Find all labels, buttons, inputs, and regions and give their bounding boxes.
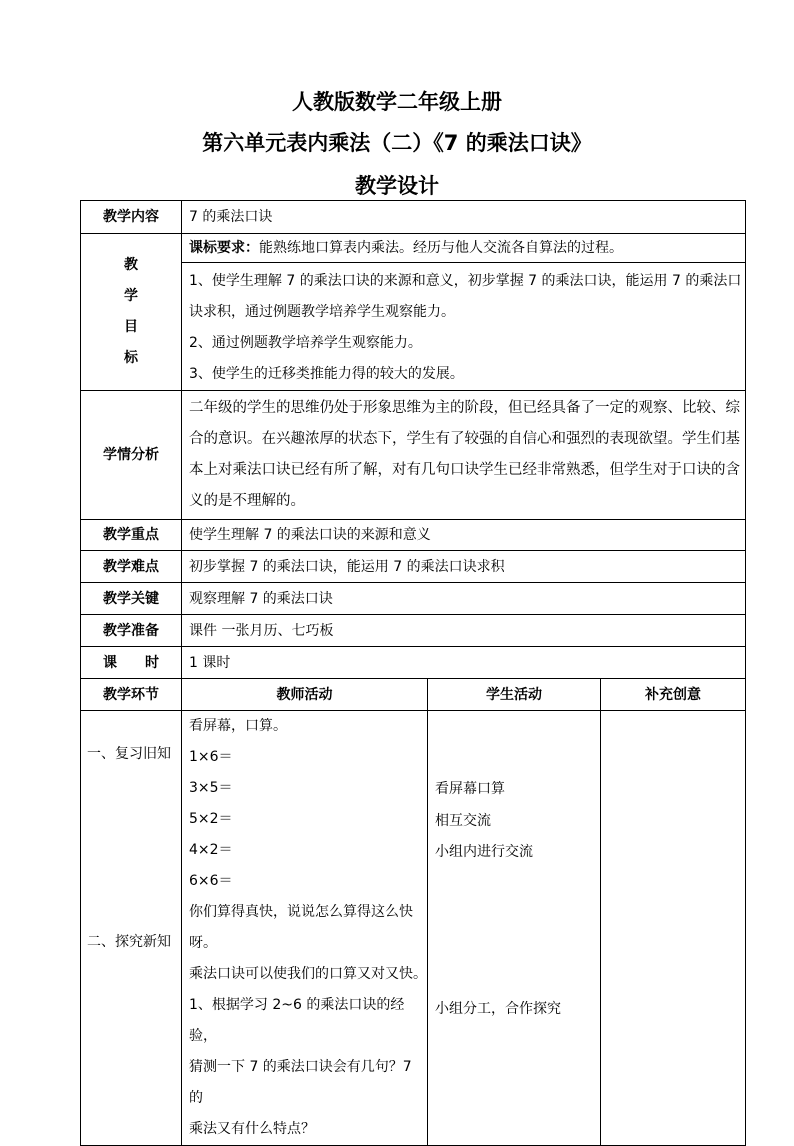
row-difficulty bbox=[81, 551, 746, 583]
document-title: 人教版数学二年级上册 bbox=[292, 90, 502, 114]
difficulty-value: 初步掌握 7 的乘法口诀，能运用 7 的乘法口诀求积 bbox=[182, 551, 746, 583]
goal-item: 2、通过例题教学培养学生观察能力。 bbox=[189, 335, 422, 351]
stage-review: 一、复习旧知 bbox=[87, 746, 171, 762]
hours-label: 课 时 bbox=[81, 647, 182, 679]
stage-cell bbox=[81, 711, 182, 1146]
header-creative: 补充创意 bbox=[601, 679, 746, 711]
preparation-label: 教学准备 bbox=[81, 615, 182, 647]
header-teacher: 教师活动 bbox=[182, 679, 428, 711]
teacher-line: 看屏幕，口算。 bbox=[189, 718, 287, 734]
preparation-value: 课件 一张月历、七巧板 bbox=[182, 615, 746, 647]
design-title: 教学设计 bbox=[355, 174, 439, 198]
key-point-label: 教学重点 bbox=[81, 520, 182, 551]
student-activity bbox=[428, 711, 601, 1146]
teacher-line: 你们算得真快，说说怎么算得这么快呀。 bbox=[189, 904, 413, 951]
unit-title: 第六单元表内乘法（二）《7 的乘法口诀》 bbox=[202, 131, 592, 155]
row-key-point bbox=[81, 520, 746, 551]
key-value: 观察理解 7 的乘法口诀 bbox=[182, 583, 746, 615]
teacher-line: 1×6＝ bbox=[189, 749, 233, 765]
student-line: 小组分工，合作探究 bbox=[435, 1001, 561, 1017]
header-stage: 教学环节 bbox=[81, 679, 182, 711]
goals-standard: 课标要求：能熟练地口算表内乘法。经历与他人交流各自算法的过程。 bbox=[182, 234, 746, 263]
row-hours bbox=[81, 647, 746, 679]
row-preparation bbox=[81, 615, 746, 647]
content-label: 教学内容 bbox=[81, 201, 182, 234]
hours-value: 1 课时 bbox=[182, 647, 746, 679]
goal-item: 1、使学生理解 7 的乘法口诀的来源和意义，初步掌握 7 的乘法口诀，能运用 7 的乘法口诀求积，通过例题教学培养学生观察能力。 bbox=[189, 273, 742, 320]
teacher-line: 乘法又有什么特点？ bbox=[189, 1121, 315, 1137]
goal-item: 3、使学生的迁移类推能力得的较大的发展。 bbox=[189, 366, 464, 382]
teacher-line: 3×5＝ bbox=[189, 780, 233, 796]
header-student: 学生活动 bbox=[428, 679, 601, 711]
teacher-line: 猜测一下 7 的乘法口诀会有几句？7 的 bbox=[189, 1059, 412, 1106]
difficulty-label: 教学难点 bbox=[81, 551, 182, 583]
goals-label: 教 学 目 标 bbox=[81, 234, 182, 391]
key-label: 教学关键 bbox=[81, 583, 182, 615]
analysis-label: 学情分析 bbox=[81, 391, 182, 520]
teacher-line: 6×6＝ bbox=[189, 873, 233, 889]
process-header-row bbox=[81, 679, 746, 711]
teacher-line: 4×2＝ bbox=[189, 842, 233, 858]
goals-items bbox=[182, 263, 746, 391]
stage-explore: 二、探究新知 bbox=[87, 934, 171, 950]
row-key bbox=[81, 583, 746, 615]
analysis-text: 二年级的学生的思维仍处于形象思维为主的阶段，但已经具备了一定的观察、比较、综合的意识。在兴趣浓厚的状态下，学生有了较强的自信心和强烈的表现欲望。学生们基本上对乘法口诀已经有所了解，对有几句口诀学生已经非常熟悉，但学生对于口诀的含义的是不理解的。 bbox=[182, 391, 746, 520]
teacher-line: 1、根据学习 2~6 的乘法口诀的经验， bbox=[189, 997, 405, 1044]
row-content bbox=[81, 201, 746, 234]
lesson-plan-table bbox=[80, 200, 746, 1146]
teacher-line: 乘法口诀可以使我们的口算又对又快。 bbox=[189, 966, 427, 982]
key-point-value: 使学生理解 7 的乘法口诀的来源和意义 bbox=[182, 520, 746, 551]
student-line: 看屏幕口算 bbox=[435, 781, 505, 797]
content-value: 7 的乘法口诀 bbox=[182, 201, 746, 234]
process-row bbox=[81, 711, 746, 1146]
teacher-activity bbox=[182, 711, 428, 1146]
creative-cell bbox=[601, 711, 746, 1146]
student-line: 相互交流 bbox=[435, 813, 491, 829]
row-goals-standard bbox=[81, 234, 746, 263]
row-analysis bbox=[81, 391, 746, 520]
student-line: 小组内进行交流 bbox=[435, 844, 533, 860]
teacher-line: 5×2＝ bbox=[189, 811, 233, 827]
